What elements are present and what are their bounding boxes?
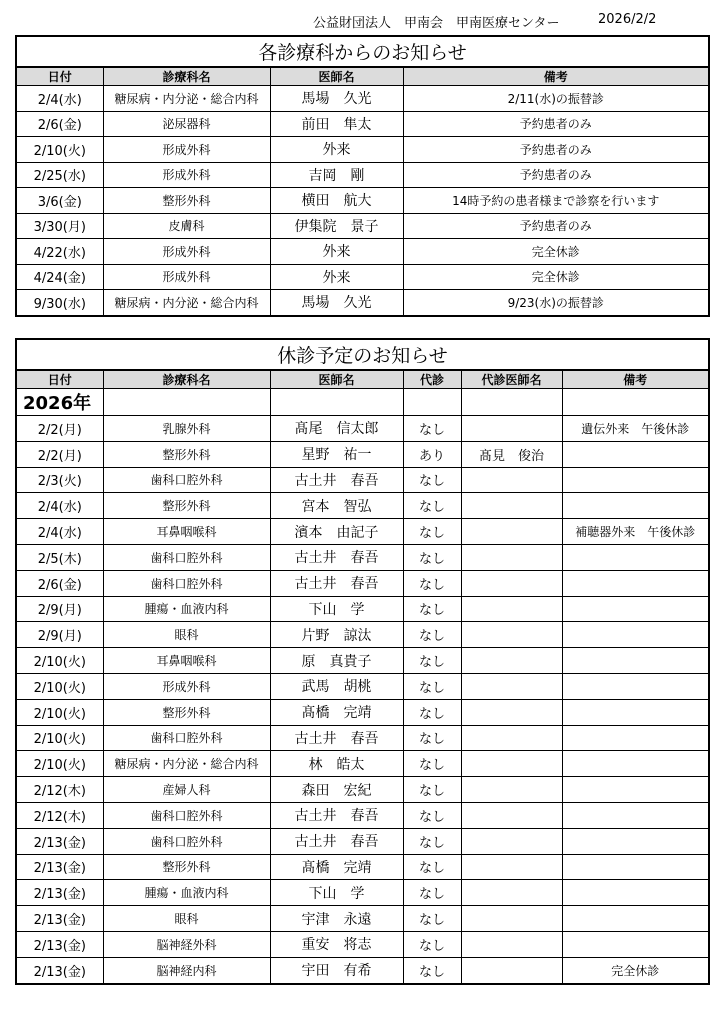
date-cell: 2/10(火) — [16, 725, 103, 751]
doctor-cell: 下山 学 — [270, 596, 403, 622]
remarks-cell — [562, 648, 709, 674]
date-cell: 3/30(月) — [16, 213, 103, 239]
substitute-cell: なし — [403, 880, 461, 906]
page-header — [0, 12, 724, 30]
department-cell: 整形外科 — [103, 441, 270, 467]
date-cell: 9/30(水) — [16, 290, 103, 316]
column-header-substitute: 代診 — [403, 370, 461, 389]
table-row — [16, 188, 709, 214]
substitute-doctor-cell — [461, 802, 562, 828]
substitute-cell: なし — [403, 622, 461, 648]
remarks-cell — [562, 570, 709, 596]
substitute-doctor-cell — [461, 699, 562, 725]
date-cell: 2/6(金) — [16, 570, 103, 596]
department-cell: 形成外科 — [103, 162, 270, 188]
date-cell: 2/10(火) — [16, 648, 103, 674]
doctor-cell: 片野 諒汰 — [270, 622, 403, 648]
substitute-doctor-cell — [461, 828, 562, 854]
date-cell: 2/25(水) — [16, 162, 103, 188]
substitute-doctor-cell — [461, 570, 562, 596]
remarks-cell: 完全休診 — [403, 264, 709, 290]
doctor-cell: 髙尾 信太郎 — [270, 416, 403, 442]
table-row — [16, 111, 709, 137]
substitute-cell: なし — [403, 519, 461, 545]
doctor-cell: 星野 祐一 — [270, 441, 403, 467]
substitute-cell: なし — [403, 673, 461, 699]
department-cell: 脳神経外科 — [103, 931, 270, 957]
remarks-cell — [562, 493, 709, 519]
substitute-doctor-cell — [461, 751, 562, 777]
table-row — [16, 957, 709, 983]
date-cell: 4/22(水) — [16, 239, 103, 265]
column-header-doctor: 医師名 — [270, 67, 403, 86]
department-cell: 眼科 — [103, 906, 270, 932]
department-cell: 皮膚科 — [103, 213, 270, 239]
remarks-cell: 予約患者のみ — [403, 213, 709, 239]
department-cell: 腫瘍・血液内科 — [103, 596, 270, 622]
date-cell: 2/12(木) — [16, 802, 103, 828]
doctor-cell: 林 皓太 — [270, 751, 403, 777]
remarks-cell — [562, 828, 709, 854]
department-cell: 整形外科 — [103, 493, 270, 519]
column-header-substitute-doctor: 代診医師名 — [461, 370, 562, 389]
substitute-doctor-cell — [461, 519, 562, 545]
table-row — [16, 802, 709, 828]
column-header-department: 診療科名 — [103, 67, 270, 86]
remarks-cell — [562, 622, 709, 648]
doctor-cell: 古土井 春吾 — [270, 544, 403, 570]
department-cell: 腫瘍・血液内科 — [103, 880, 270, 906]
doctor-cell: 前田 隼太 — [270, 111, 403, 137]
column-header-date: 日付 — [16, 67, 103, 86]
date-cell: 2/10(火) — [16, 673, 103, 699]
department-cell: 脳神経内科 — [103, 957, 270, 983]
date-cell: 2/4(水) — [16, 493, 103, 519]
date-cell: 3/6(金) — [16, 188, 103, 214]
department-cell: 耳鼻咽喉科 — [103, 648, 270, 674]
date-cell: 2/9(月) — [16, 596, 103, 622]
doctor-cell: 古土井 春吾 — [270, 802, 403, 828]
department-cell: 整形外科 — [103, 699, 270, 725]
closures-title: 休診予定のお知らせ — [16, 339, 709, 370]
doctor-cell: 横田 航大 — [270, 188, 403, 214]
remarks-cell: 補聴器外来 午後休診 — [562, 519, 709, 545]
date-cell: 2/2(月) — [16, 416, 103, 442]
date-cell: 2/12(木) — [16, 777, 103, 803]
substitute-doctor-cell — [461, 777, 562, 803]
substitute-cell: なし — [403, 777, 461, 803]
remarks-cell: 予約患者のみ — [403, 162, 709, 188]
table-row — [16, 162, 709, 188]
table-row — [16, 854, 709, 880]
substitute-doctor-cell — [461, 467, 562, 493]
department-cell: 乳腺外科 — [103, 416, 270, 442]
date-cell: 2/10(火) — [16, 699, 103, 725]
substitute-cell: なし — [403, 854, 461, 880]
table-row — [16, 751, 709, 777]
column-header-date: 日付 — [16, 370, 103, 389]
substitute-doctor-cell — [461, 906, 562, 932]
date-cell: 2/5(木) — [16, 544, 103, 570]
substitute-cell: なし — [403, 725, 461, 751]
doctor-cell: 宮本 智弘 — [270, 493, 403, 519]
doctor-cell: 原 真貴子 — [270, 648, 403, 674]
issue-date: 2026/2/2 — [598, 12, 657, 27]
department-cell: 歯科口腔外科 — [103, 828, 270, 854]
doctor-cell: 古土井 春吾 — [270, 828, 403, 854]
table-row — [16, 544, 709, 570]
department-cell: 歯科口腔外科 — [103, 467, 270, 493]
substitute-cell: なし — [403, 906, 461, 932]
date-cell: 2/13(金) — [16, 931, 103, 957]
table-row — [16, 493, 709, 519]
table-row — [16, 648, 709, 674]
date-cell: 2/9(月) — [16, 622, 103, 648]
remarks-cell — [562, 596, 709, 622]
column-header-remarks: 備考 — [562, 370, 709, 389]
substitute-doctor-cell — [461, 416, 562, 442]
doctor-cell: 吉岡 剛 — [270, 162, 403, 188]
table-row — [16, 828, 709, 854]
column-header-department: 診療科名 — [103, 370, 270, 389]
substitute-cell: なし — [403, 802, 461, 828]
doctor-cell: 下山 学 — [270, 880, 403, 906]
department-cell: 形成外科 — [103, 239, 270, 265]
department-cell: 産婦人科 — [103, 777, 270, 803]
substitute-cell: あり — [403, 441, 461, 467]
date-cell: 2/13(金) — [16, 957, 103, 983]
department-cell: 歯科口腔外科 — [103, 802, 270, 828]
remarks-cell — [562, 751, 709, 777]
date-cell: 2/2(月) — [16, 441, 103, 467]
date-cell: 2/6(金) — [16, 111, 103, 137]
table-row — [16, 777, 709, 803]
remarks-cell — [562, 725, 709, 751]
department-cell: 糖尿病・内分泌・総合内科 — [103, 290, 270, 316]
remarks-cell: 予約患者のみ — [403, 137, 709, 163]
date-cell: 2/13(金) — [16, 880, 103, 906]
substitute-cell: なし — [403, 699, 461, 725]
substitute-cell: なし — [403, 751, 461, 777]
remarks-cell: 14時予約の患者様まで診察を行います — [403, 188, 709, 214]
department-cell: 糖尿病・内分泌・総合内科 — [103, 86, 270, 112]
remarks-cell: 完全休診 — [403, 239, 709, 265]
substitute-cell: なし — [403, 931, 461, 957]
department-notices-table — [15, 35, 710, 317]
remarks-cell: 9/23(水)の振替診 — [403, 290, 709, 316]
substitute-cell: なし — [403, 467, 461, 493]
column-header-remarks: 備考 — [403, 67, 709, 86]
remarks-cell: 遺伝外来 午後休診 — [562, 416, 709, 442]
department-cell: 糖尿病・内分泌・総合内科 — [103, 751, 270, 777]
remarks-cell — [562, 699, 709, 725]
substitute-doctor-cell — [461, 622, 562, 648]
doctor-cell: 馬場 久光 — [270, 86, 403, 112]
substitute-cell: なし — [403, 570, 461, 596]
department-cell: 歯科口腔外科 — [103, 544, 270, 570]
department-cell: 歯科口腔外科 — [103, 570, 270, 596]
doctor-cell: 外来 — [270, 137, 403, 163]
substitute-cell: なし — [403, 828, 461, 854]
doctor-cell: 古土井 春吾 — [270, 467, 403, 493]
department-cell: 整形外科 — [103, 188, 270, 214]
substitute-doctor-cell — [461, 544, 562, 570]
table-row — [16, 673, 709, 699]
table-row — [16, 906, 709, 932]
department-cell: 歯科口腔外科 — [103, 725, 270, 751]
year-label: 2026年 — [16, 389, 103, 416]
doctor-cell: 外来 — [270, 239, 403, 265]
doctor-cell: 古土井 春吾 — [270, 570, 403, 596]
organization-name: 公益財団法人 甲南会 甲南医療センター — [313, 16, 560, 31]
remarks-cell — [562, 931, 709, 957]
doctor-cell: 濱本 由記子 — [270, 519, 403, 545]
date-cell: 2/10(火) — [16, 751, 103, 777]
table-row — [16, 467, 709, 493]
substitute-cell: なし — [403, 648, 461, 674]
department-cell: 形成外科 — [103, 264, 270, 290]
remarks-cell — [562, 673, 709, 699]
substitute-doctor-cell — [461, 931, 562, 957]
table-row — [16, 86, 709, 112]
date-cell: 2/13(金) — [16, 906, 103, 932]
table-row — [16, 570, 709, 596]
substitute-doctor-cell — [461, 725, 562, 751]
substitute-doctor-cell — [461, 673, 562, 699]
table-row — [16, 213, 709, 239]
table-row — [16, 239, 709, 265]
department-cell: 泌尿器科 — [103, 111, 270, 137]
remarks-cell — [562, 467, 709, 493]
table-row — [16, 416, 709, 442]
remarks-cell: 完全休診 — [562, 957, 709, 983]
substitute-doctor-cell — [461, 648, 562, 674]
doctor-cell: 髙橋 完靖 — [270, 854, 403, 880]
remarks-cell — [562, 544, 709, 570]
substitute-doctor-cell — [461, 493, 562, 519]
doctor-cell: 髙橋 完靖 — [270, 699, 403, 725]
remarks-cell — [562, 906, 709, 932]
date-cell: 2/10(火) — [16, 137, 103, 163]
table-row — [16, 931, 709, 957]
substitute-doctor-cell: 髙見 俊治 — [461, 441, 562, 467]
remarks-cell: 予約患者のみ — [403, 111, 709, 137]
table-row — [16, 290, 709, 316]
doctor-cell: 宇田 有希 — [270, 957, 403, 983]
date-cell: 2/13(金) — [16, 854, 103, 880]
table-row — [16, 264, 709, 290]
substitute-cell: なし — [403, 596, 461, 622]
doctor-cell: 伊集院 景子 — [270, 213, 403, 239]
substitute-cell: なし — [403, 493, 461, 519]
date-cell: 2/13(金) — [16, 828, 103, 854]
table-row — [16, 725, 709, 751]
notices-title: 各診療科からのお知らせ — [16, 36, 709, 67]
remarks-cell — [562, 880, 709, 906]
department-cell: 耳鼻咽喉科 — [103, 519, 270, 545]
table-row — [16, 596, 709, 622]
table-row — [16, 880, 709, 906]
substitute-cell: なし — [403, 544, 461, 570]
department-cell: 眼科 — [103, 622, 270, 648]
remarks-cell — [562, 777, 709, 803]
doctor-cell: 森田 宏紀 — [270, 777, 403, 803]
table-row — [16, 699, 709, 725]
table-row — [16, 519, 709, 545]
substitute-doctor-cell — [461, 596, 562, 622]
department-cell: 形成外科 — [103, 673, 270, 699]
substitute-cell: なし — [403, 957, 461, 983]
table-row — [16, 137, 709, 163]
date-cell: 2/4(水) — [16, 519, 103, 545]
remarks-cell: 2/11(水)の振替診 — [403, 86, 709, 112]
substitute-doctor-cell — [461, 880, 562, 906]
doctor-cell: 宇津 永遠 — [270, 906, 403, 932]
doctor-cell: 外来 — [270, 264, 403, 290]
notices-body — [16, 86, 709, 316]
department-cell: 形成外科 — [103, 137, 270, 163]
doctor-cell: 重安 将志 — [270, 931, 403, 957]
remarks-cell — [562, 441, 709, 467]
doctor-cell: 武馬 胡桃 — [270, 673, 403, 699]
substitute-doctor-cell — [461, 854, 562, 880]
substitute-cell: なし — [403, 416, 461, 442]
substitute-doctor-cell — [461, 957, 562, 983]
table-row — [16, 441, 709, 467]
remarks-cell — [562, 802, 709, 828]
closure-schedule-table — [15, 338, 710, 985]
column-header-doctor: 医師名 — [270, 370, 403, 389]
date-cell: 4/24(金) — [16, 264, 103, 290]
table-row — [16, 622, 709, 648]
doctor-cell: 馬場 久光 — [270, 290, 403, 316]
remarks-cell — [562, 854, 709, 880]
year-row — [16, 389, 709, 416]
date-cell: 2/3(火) — [16, 467, 103, 493]
doctor-cell: 古土井 春吾 — [270, 725, 403, 751]
closures-body — [16, 389, 709, 984]
date-cell: 2/4(水) — [16, 86, 103, 112]
department-cell: 整形外科 — [103, 854, 270, 880]
